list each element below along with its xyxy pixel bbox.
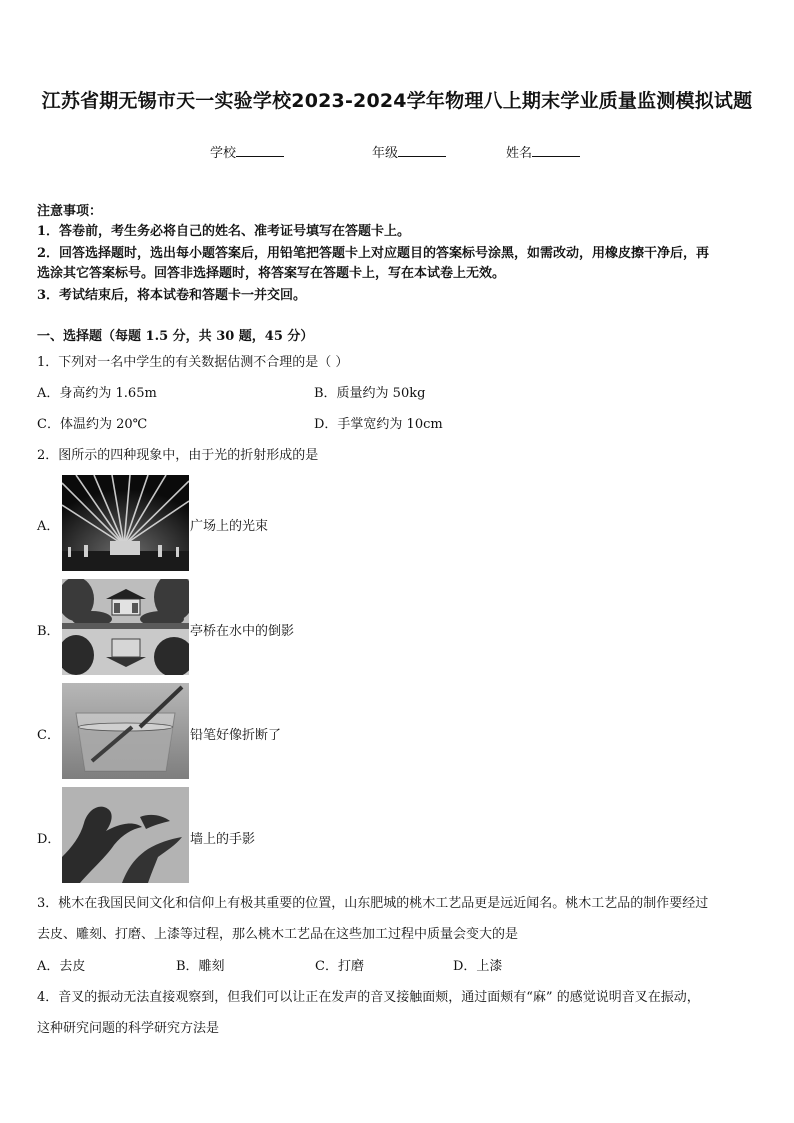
name-blank [532,144,580,157]
q2-option-b-caption: 亭桥在水中的倒影 [190,624,295,639]
q3-option-d: D．上漆 [453,959,503,974]
q2-option-b-letter: B． [37,624,60,639]
notice-heading: 注意事项： [37,204,103,219]
notice-item-3: 3．考试结束后，将本试卷和答题卡一并交回。 [37,288,307,303]
q2-option-d-caption: 墙上的手影 [190,832,256,847]
grade-label: 年级 [372,146,399,161]
pavilion-reflection-image [62,579,189,675]
q4-stem-line-1: 4．音叉的振动无法直接观察到，但我们可以让正在发声的音叉接触面颊，通过面颊有“麻” 的感觉说明音叉在振动， [37,990,700,1005]
notice-item-1: 1．答卷前，考生务必将自己的姓名、准考证号填写在答题卡上。 [37,224,411,239]
notice-item-2: 2．回答选择题时，选出每小题答案后，用铅笔把答题卡上对应题目的答案标号涂黑，如需改动，用橡皮擦干净后，再 [37,246,710,261]
q1-option-a: A．身高约为 1.65m [37,386,157,401]
q3-option-c: C．打磨 [315,959,364,974]
q1-option-d: D．手掌宽约为 10cm [314,417,443,432]
q3-option-b: B．雕刻 [176,959,225,974]
light-beams-image [62,475,189,571]
q3-stem-line-1: 3．桃木在我国民间文化和信仰上有极其重要的位置，山东肥城的桃木工艺品更是远近闻名。桃木工艺品的制作要经过 [37,896,709,911]
q1-option-c: C．体温约为 20℃ [37,417,148,432]
name-field [506,142,580,161]
grade-field [372,142,446,161]
page-title: 江苏省期无锡市天一实验学校2023-2024学年物理八上期末学业质量监测模拟试题 [41,90,753,112]
bent-pencil-image [62,683,189,779]
q1-option-b: B．质量约为 50kg [314,386,426,401]
q2-option-a-letter: A． [37,519,60,534]
q2-option-c-letter: C． [37,728,60,743]
school-blank [236,144,284,157]
notice-item-2-cont: 选涂其它答案标号。回答非选择题时，将答案写在答题卡上，写在本试卷上无效。 [37,266,506,281]
section-heading: 一、选择题（每题 1.5 分，共 30 题，45 分） [37,329,314,344]
q1-stem: 1．下列对一名中学生的有关数据估测不合理的是（ ） [37,355,349,370]
q2-option-c-caption: 铅笔好像折断了 [190,728,282,743]
grade-blank [398,144,446,157]
q3-stem-line-2: 去皮、雕刻、打磨、上漆等过程，那么桃木工艺品在这些加工过程中质量会变大的是 [37,927,519,942]
q3-option-a: A．去皮 [37,959,86,974]
q4-stem-line-2: 这种研究问题的科学研究方法是 [37,1021,220,1036]
q2-option-a-caption: 广场上的光束 [190,519,269,534]
hand-shadow-image [62,787,189,883]
school-label: 学校 [210,146,237,161]
school-field [210,142,284,161]
q2-option-d-letter: D． [37,832,61,847]
name-label: 姓名 [506,146,533,161]
q2-stem: 2．图所示的四种现象中，由于光的折射形成的是 [37,448,319,463]
